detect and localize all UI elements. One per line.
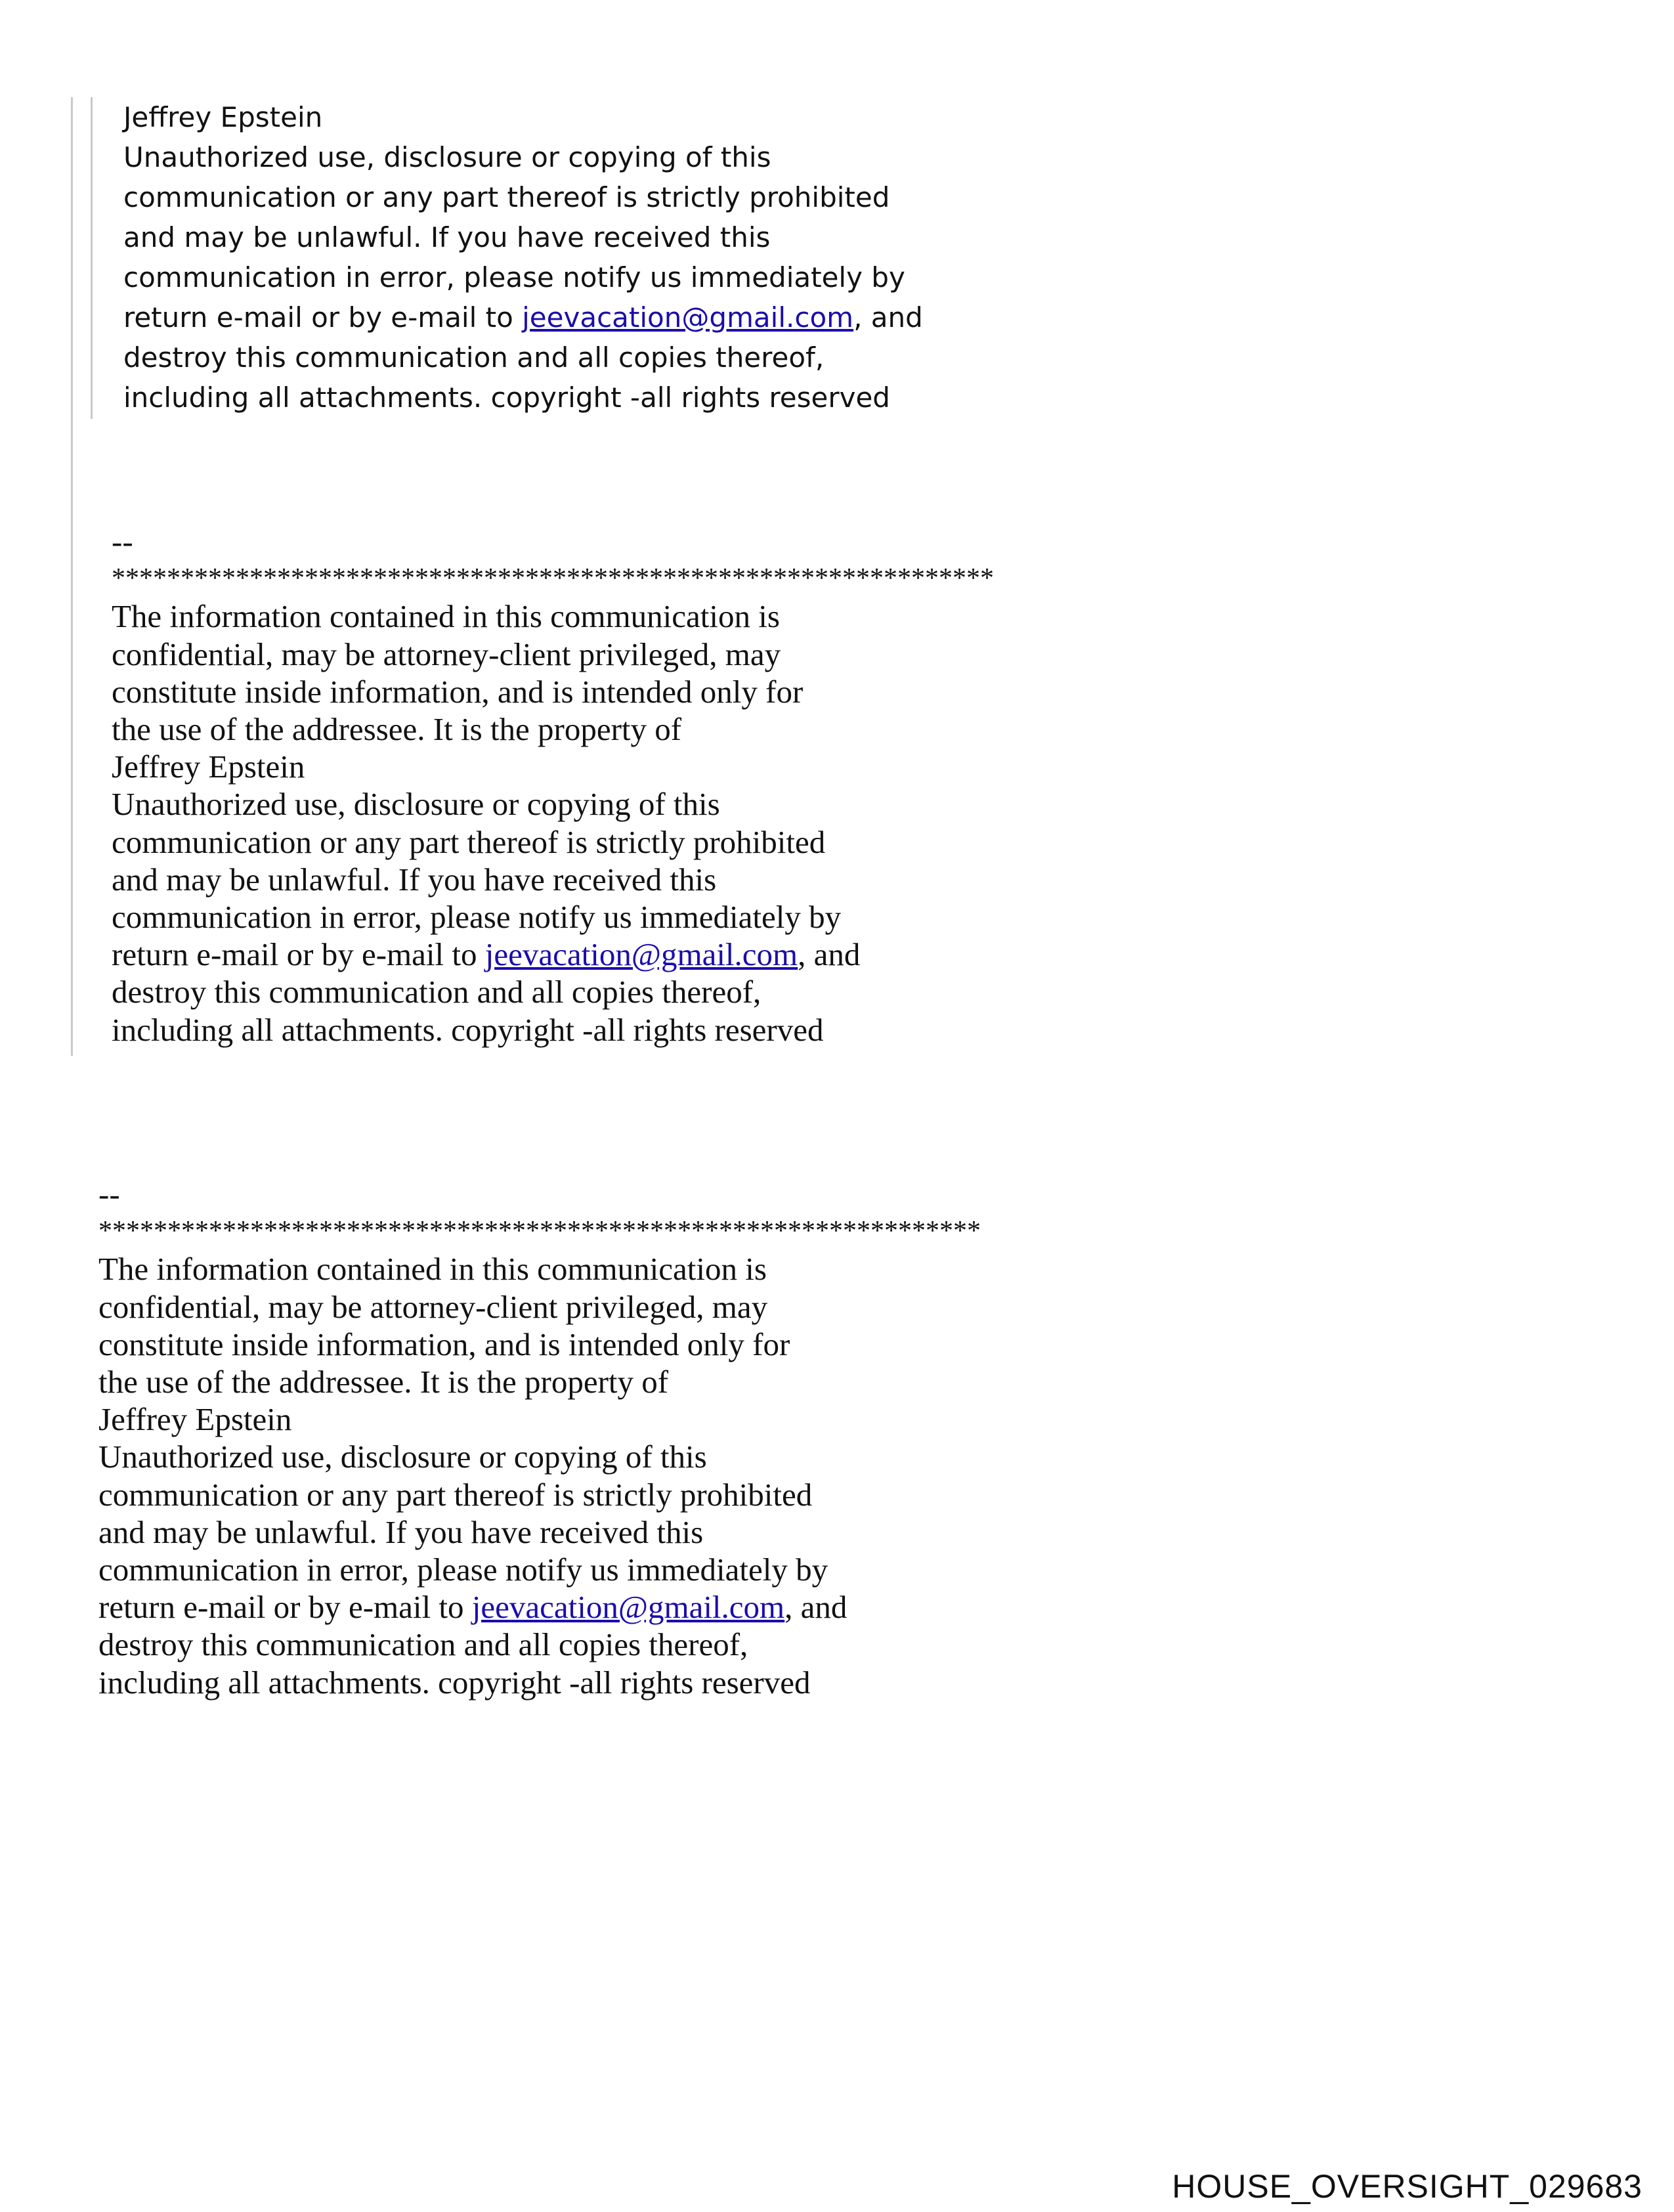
disclaimer-block-2 [112,523,994,1049]
disclaimer-line: destroy this communication and all copies thereof, [98,1626,748,1663]
email-suffix: , and [853,301,923,334]
email-link[interactable]: jeevacation@gmail.com [471,1589,785,1626]
separator-dashes: -- [98,1176,120,1212]
disclaimer-line: communication or any part thereof is strictly prohibited [98,1476,813,1513]
disclaimer-line: and may be unlawful. If you have received this [112,861,717,898]
disclaimer-line: communication or any part thereof is strictly prohibited [112,823,826,860]
email-link[interactable]: jeevacation@gmail.com [484,936,798,973]
disclaimer-line: destroy this communication and all copies thereof, [112,974,762,1010]
disclaimer-email-line [123,297,923,337]
disclaimer-line: communication in error, please notify us immediately by [112,899,842,936]
disclaimer-block-3 [98,1175,981,1701]
disclaimer-line: constitute inside information, and is intended only for [112,673,804,710]
disclaimer-line: Unauthorized use, disclosure or copying of this [98,1439,707,1475]
disclaimer-line: destroy this communication and all copies thereof, [123,341,825,374]
disclaimer-block-1 [123,97,923,418]
disclaimer-line: the use of the addressee. It is the property of [98,1364,669,1400]
disclaimer-line: the use of the addressee. It is the property of [112,711,682,748]
disclaimer-line: including all attachments. copyright -all rights reserved [98,1664,811,1701]
disclaimer-line: confidential, may be attorney-client privileged, may [98,1288,768,1325]
disclaimer-line: including all attachments. copyright -all rights reserved [112,1011,824,1048]
disclaimer-line: Unauthorized use, disclosure or copying of this [123,141,771,173]
email-prefix: return e-mail or by e-mail to [98,1589,472,1626]
document-id: HOUSE_OVERSIGHT_029683 [1172,2168,1642,2205]
disclaimer-email-line [112,936,994,973]
quote-bar-outer [71,97,73,1056]
disclaimer-line: and may be unlawful. If you have received this [98,1513,704,1550]
disclaimer-line: constitute inside information, and is intended only for [98,1326,790,1362]
disclaimer-email-line [98,1588,981,1626]
email-suffix: , and [798,936,861,973]
separator-stars: **************************************************************** [98,1216,981,1247]
separator-stars: **************************************************************** [112,563,994,594]
disclaimer-line: Unauthorized use, disclosure or copying of this [112,786,720,823]
disclaimer-line: and may be unlawful. If you have received this [123,221,771,253]
disclaimer-line: Jeffrey Epstein [98,1401,292,1438]
email-prefix: return e-mail or by e-mail to [112,936,485,973]
disclaimer-line: The information contained in this communication is [98,1251,767,1288]
separator-dashes: -- [112,523,133,559]
disclaimer-line: communication in error, please notify us immediately by [98,1551,828,1588]
disclaimer-line: including all attachments. copyright -all rights reserved [123,381,890,414]
disclaimer-line: The information contained in this communication is [112,598,780,635]
disclaimer-line: Jeffrey Epstein [123,101,323,133]
disclaimer-line: Jeffrey Epstein [112,748,305,785]
email-suffix: , and [784,1589,848,1626]
quote-bar-inner [91,97,93,419]
email-link[interactable]: jeevacation@gmail.com [522,301,854,334]
email-prefix: return e-mail or by e-mail to [123,301,523,334]
disclaimer-line: confidential, may be attorney-client privileged, may [112,636,781,672]
disclaimer-line: communication in error, please notify us immediately by [123,261,905,293]
disclaimer-line: communication or any part thereof is strictly prohibited [123,181,890,213]
